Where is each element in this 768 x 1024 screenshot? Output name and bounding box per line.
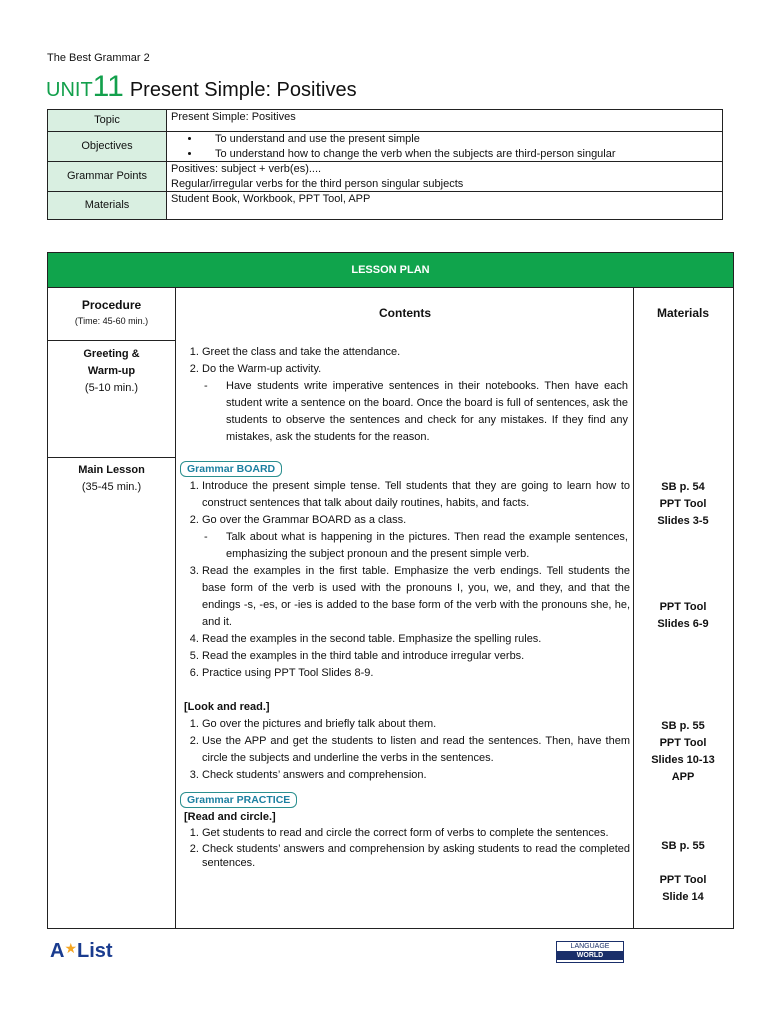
lesson-plan-table — [47, 252, 734, 929]
materials-block — [634, 599, 732, 633]
lesson-plan-title: LESSON PLAN — [48, 253, 733, 288]
material-item: PPT Tool — [659, 737, 707, 749]
publisher-top: LANGUAGE — [557, 942, 623, 951]
materials-block — [634, 479, 732, 530]
contents-header: Contents — [379, 306, 431, 320]
objectives-value — [167, 132, 723, 162]
main-lesson-procedure — [48, 462, 175, 496]
list-item: 1. Go over the pictures and briefly talk about them. — [202, 716, 634, 733]
greeting-time: (5-10 min.) — [84, 382, 139, 394]
list-item: 2. Check students’ answers and comprehension by asking students to read the completed sentences. — [202, 842, 634, 870]
topic-label: Topic — [48, 110, 167, 132]
unit-word: UNIT — [46, 79, 93, 101]
list-item: 6. Practice using PPT Tool Slides 8-9. — [202, 665, 634, 682]
look-and-read-heading: [Look and read.] — [184, 701, 270, 713]
list-item: 2. Go over the Grammar BOARD as a class. — [202, 512, 634, 529]
publisher-bottom: WORLD — [557, 951, 623, 960]
material-item: PPT Tool — [659, 498, 707, 510]
procedure-time: (Time: 45-60 min.) — [74, 316, 149, 326]
list-item: 1. Introduce the present simple tense. Tell students that they are going to learn how to construct sentences that talk about daily routines, habits, and facts. — [202, 478, 634, 512]
material-item: SB p. 54 — [661, 481, 705, 493]
main-lesson-content — [176, 461, 634, 870]
grammar-line: Regular/irregular verbs for the third person singular subjects — [171, 177, 464, 190]
procedure-title: Procedure — [81, 298, 142, 312]
read-and-circle-heading: [Read and circle.] — [184, 811, 276, 823]
materials-block — [634, 872, 732, 906]
material-item: Slides 10-13 — [651, 754, 715, 766]
materials-label: Materials — [48, 192, 167, 220]
sub-item: - Talk about what is happening in the pictures. Then read the example sentences, emphasizing the subject pronoun and the present simple verb. — [202, 529, 634, 563]
logo-a: A — [50, 940, 65, 962]
material-item: PPT Tool — [659, 601, 707, 613]
grammar-practice-tag: Grammar PRACTICE — [180, 792, 297, 808]
grammar-points-label: Grammar Points — [48, 162, 167, 192]
main-lesson-time: (35-45 min.) — [81, 481, 142, 493]
logo-list: List — [77, 940, 113, 962]
objectives-label: Objectives — [48, 132, 167, 162]
unit-number: 11 — [92, 70, 124, 103]
unit-title: Present Simple: Positives — [129, 79, 357, 101]
list-item: 5. Read the examples in the third table and introduce irregular verbs. — [202, 648, 634, 665]
unit-heading — [46, 70, 357, 104]
sub-item: - Have students write imperative sentences in their notebooks. Then have each student write a sentence on the board. Once the board is full of sentences, ask the students to observe the sentences and check for any mistakes. If they find any mistakes, ask the students for the reason. — [202, 378, 634, 446]
alist-logo — [50, 940, 113, 963]
grammar-board-tag: Grammar BOARD — [180, 461, 282, 477]
grammar-line: Positives: subject + verb(es).... — [171, 163, 322, 175]
material-item: Slides 6-9 — [657, 618, 709, 630]
list-item: 2. Use the APP and get the students to listen and read the sentences. Then, have them circle the subjects and underline the verbs in the sentences. — [202, 733, 634, 767]
star-icon: ★ — [64, 940, 78, 956]
objective-item: • To understand and use the present simple — [201, 132, 718, 147]
greeting-name: Greeting & — [83, 348, 140, 360]
unit-info-table — [47, 109, 723, 220]
greeting-content — [176, 344, 634, 446]
greeting-name-2: Warm-up — [87, 365, 136, 377]
list-item: 1. Get students to read and circle the correct form of verbs to complete the sentences. — [202, 826, 634, 840]
list-item: 1. Greet the class and take the attendance. — [202, 344, 634, 361]
materials-value: Student Book, Workbook, PPT Tool, APP — [167, 192, 723, 220]
objective-item: • To understand how to change the verb when the subjects are third-person singular — [201, 147, 718, 162]
procedure-header — [48, 288, 175, 338]
greeting-procedure — [48, 346, 175, 397]
list-item: 3. Check students’ answers and comprehension. — [202, 767, 634, 784]
material-item: APP — [671, 771, 695, 783]
material-item: Slides 3-5 — [657, 515, 709, 527]
language-world-logo — [556, 941, 624, 963]
grammar-points-value — [167, 162, 723, 192]
topic-value: Present Simple: Positives — [167, 110, 723, 132]
material-item: SB p. 55 — [661, 720, 705, 732]
list-item: 2. Do the Warm-up activity. — [202, 361, 634, 378]
series-title: The Best Grammar 2 — [47, 52, 150, 64]
material-item: SB p. 55 — [661, 840, 705, 852]
materials-header: Materials — [656, 306, 710, 320]
list-item: 4. Read the examples in the second table. Emphasize the spelling rules. — [202, 631, 634, 648]
materials-block — [634, 718, 732, 786]
material-item: Slide 14 — [662, 891, 704, 903]
material-item: PPT Tool — [659, 874, 707, 886]
list-item: 3. Read the examples in the first table. Emphasize the verb endings. Tell students the base form of the verb is used with the pronouns I, you, we, and they, and that the endings -s, -es, or -ies is added to the base form of the verb with the pronouns she, he, and it. — [202, 563, 634, 631]
main-lesson-name: Main Lesson — [78, 464, 145, 476]
materials-block — [634, 838, 732, 855]
